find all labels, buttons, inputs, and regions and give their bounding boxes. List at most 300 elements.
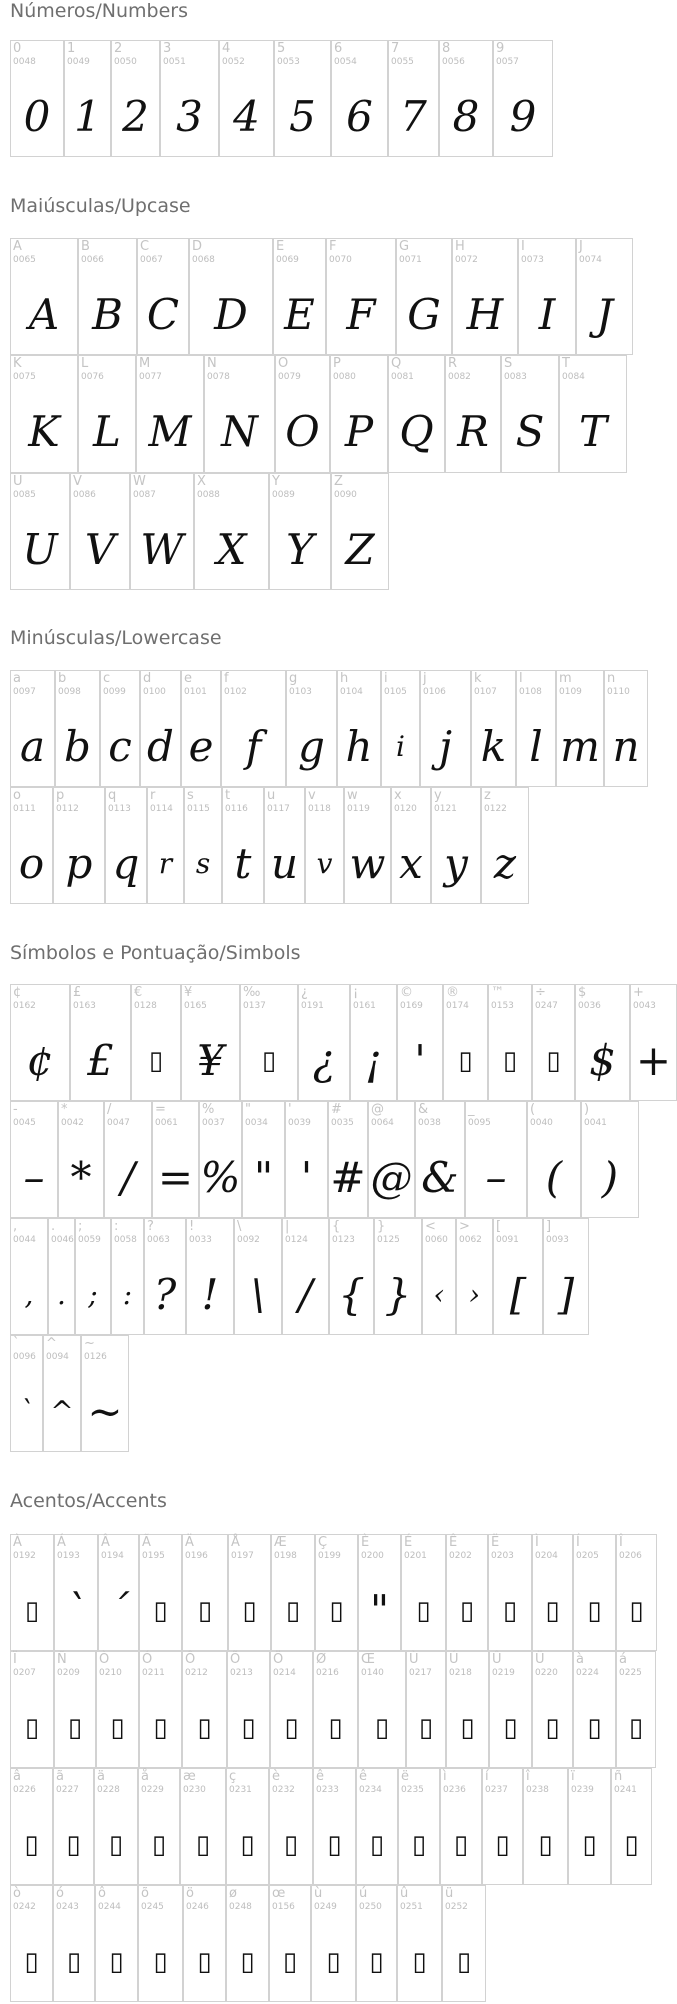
glyph-code-label: 0214 (273, 1668, 296, 1678)
glyph-code-label: 0174 (446, 1001, 469, 1011)
glyph-code-label: 0122 (484, 804, 507, 814)
glyph-code-label: 0195 (142, 1551, 165, 1561)
glyph-char-label: ò (13, 1886, 21, 1901)
glyph-cell (573, 1651, 616, 1768)
glyph-cell (98, 1534, 139, 1651)
glyph-char-label: l (519, 671, 523, 686)
glyph-cell (568, 1768, 611, 1885)
glyph-sample: R (457, 407, 489, 456)
glyph-char-label: A (13, 239, 22, 254)
glyph-cell (391, 787, 431, 904)
glyph-code-label: 0100 (143, 687, 166, 697)
glyph-code-label: 0192 (13, 1551, 36, 1561)
glyph-char-label: e (184, 671, 192, 686)
glyph-cell (182, 1534, 228, 1651)
glyph-cell (532, 1534, 573, 1651)
glyph-char-label: - (13, 1102, 18, 1117)
glyph-sample: \ (250, 1269, 266, 1319)
glyph-code-label: 0243 (56, 1902, 79, 1912)
glyph-cell (183, 1885, 226, 2002)
glyph-sample: $ (589, 1035, 616, 1085)
glyph-char-label: ê (359, 1769, 367, 1784)
glyph-code-label: 0090 (334, 490, 357, 500)
glyph-code-label: 0101 (184, 687, 207, 697)
glyph-char-label: / (107, 1102, 112, 1117)
glyph-sample: ▯ (327, 1829, 342, 1860)
glyph-code-label: 0242 (13, 1902, 36, 1912)
glyph-code-label: 0248 (229, 1902, 252, 1912)
glyph-code-label: 0153 (491, 1001, 514, 1011)
glyph-char-label: ä (97, 1769, 105, 1784)
glyph-char-label: ì (443, 1769, 447, 1784)
glyph-char-label: õ (141, 1886, 149, 1901)
glyph-cell (518, 238, 576, 355)
glyph-sample: 2 (122, 91, 149, 141)
glyph-char-label: U (13, 474, 23, 489)
glyph-code-label: 0250 (359, 1902, 382, 1912)
glyph-char-label: s (187, 788, 194, 803)
glyph-code-label: 0048 (13, 57, 36, 67)
glyph-code-label: 0039 (288, 1118, 311, 1128)
glyph-code-label: 0125 (377, 1235, 400, 1245)
glyph-sample: ▯ (240, 1946, 255, 1977)
glyph-cell (70, 984, 131, 1101)
glyph-char-label: 5 (277, 41, 286, 56)
glyph-cell (152, 1101, 199, 1218)
glyph-char-label: Â (101, 1535, 110, 1550)
glyph-sample: H (466, 289, 504, 339)
glyph-code-label: 0043 (633, 1001, 656, 1011)
glyph-char-label: " (245, 1102, 251, 1117)
glyph-cell (388, 355, 445, 473)
glyph-code-label: 0121 (434, 804, 457, 814)
glyph-cell (330, 355, 388, 473)
glyph-cell (573, 1534, 616, 1651)
glyph-char-label: ‰ (243, 985, 261, 1000)
glyph-sample: W (140, 524, 184, 574)
glyph-sample: ¢ (26, 1035, 54, 1085)
glyph-char-label: ñ (614, 1769, 623, 1784)
glyph-sample: ▯ (282, 1946, 298, 1977)
glyph-char-label: g (289, 671, 298, 686)
glyph-code-label: 0220 (535, 1668, 558, 1678)
glyph-cell (139, 1651, 182, 1768)
glyph-sample: Z (345, 524, 375, 574)
glyph-cell (358, 1651, 406, 1768)
glyph-char-label: Ú (449, 1652, 459, 1667)
glyph-code-label: 0033 (189, 1235, 212, 1245)
glyph-sample: & (421, 1152, 459, 1202)
glyph-cell (55, 670, 100, 787)
glyph-code-label: 0244 (98, 1902, 121, 1912)
glyph-cell (315, 1534, 358, 1651)
glyph-char-label: & (418, 1102, 429, 1117)
glyph-code-label: 0072 (455, 255, 478, 265)
glyph-cell (337, 670, 381, 787)
glyph-code-label: 0162 (13, 1001, 36, 1011)
glyph-cell (75, 1218, 111, 1335)
glyph-code-label: 0228 (97, 1785, 120, 1795)
glyph-sample: ▯ (24, 1712, 40, 1743)
section-title-numbers: Números/Numbers (10, 0, 188, 22)
glyph-code-label: 0052 (222, 57, 245, 67)
glyph-char-label: v (308, 788, 316, 803)
glyph-code-label: 0059 (78, 1235, 101, 1245)
glyph-code-label: 0060 (425, 1235, 448, 1245)
glyph-sample: ( (545, 1152, 563, 1202)
glyph-code-label: 0123 (332, 1235, 355, 1245)
glyph-char-label: û (400, 1886, 409, 1901)
glyph-cell (181, 984, 240, 1101)
glyph-code-label: 0252 (445, 1902, 468, 1912)
glyph-sample: o (18, 838, 45, 888)
glyph-char-label: ÷ (535, 985, 546, 1000)
glyph-code-label: 0109 (559, 687, 582, 697)
glyph-char-label: w (347, 788, 358, 803)
glyph-char-label: Õ (230, 1652, 241, 1667)
glyph-code-label: 0205 (576, 1551, 599, 1561)
glyph-sample: ▯ (24, 1946, 39, 1977)
glyph-sample: x (399, 838, 423, 888)
glyph-char-label: Æ (274, 1535, 287, 1550)
glyph-cell (137, 238, 189, 355)
glyph-code-label: 0251 (400, 1902, 423, 1912)
glyph-code-label: 0087 (133, 490, 156, 500)
glyph-char-label: ] (546, 1219, 552, 1234)
glyph-code-label: 0232 (272, 1785, 295, 1795)
glyph-sample: ▯ (328, 1712, 343, 1743)
glyph-code-label: 0241 (614, 1785, 637, 1795)
glyph-sample: K (28, 407, 60, 456)
glyph-sample: ▯ (67, 1712, 83, 1743)
glyph-sample: › (468, 1277, 481, 1311)
glyph-cell (96, 1651, 139, 1768)
glyph-sample: % (200, 1152, 241, 1202)
glyph-cell (10, 1335, 43, 1452)
glyph-cell (138, 1885, 183, 2002)
glyph-sample: – (485, 1152, 507, 1202)
glyph-cell (10, 1218, 48, 1335)
glyph-sample: f (245, 721, 262, 771)
glyph-char-label: ™ (491, 985, 504, 1000)
glyph-code-label: 0119 (347, 804, 370, 814)
glyph-code-label: 0191 (301, 1001, 324, 1011)
glyph-char-label: ë (401, 1769, 409, 1784)
glyph-char-label: Œ (361, 1652, 375, 1667)
glyph-sample: v (316, 846, 333, 880)
glyph-sample: ´ (108, 1585, 129, 1635)
glyph-cell (271, 1534, 315, 1651)
glyph-sample: [ (509, 1269, 527, 1319)
glyph-code-label: 0099 (103, 687, 126, 697)
glyph-cell (471, 670, 516, 787)
glyph-char-label: 2 (114, 41, 123, 56)
glyph-char-label: J (579, 239, 583, 254)
glyph-cell (10, 984, 70, 1101)
glyph-cell (611, 1768, 652, 1885)
glyph-code-label: 0066 (81, 255, 104, 265)
glyph-cell (139, 1534, 182, 1651)
glyph-sample: ▯ (240, 1829, 255, 1860)
glyph-char-label: z (484, 788, 491, 803)
glyph-cell (446, 1651, 489, 1768)
glyph-cell (616, 1534, 657, 1651)
glyph-sample: ¡ (365, 1035, 382, 1085)
glyph-code-label: 0124 (285, 1235, 308, 1245)
glyph-code-label: 0163 (73, 1001, 96, 1011)
glyph-sample: a (19, 721, 46, 771)
glyph-cell (234, 1218, 282, 1335)
glyph-code-label: 0096 (13, 1352, 36, 1362)
glyph-char-label: @ (371, 1102, 384, 1117)
glyph-cell (445, 355, 501, 473)
glyph-code-label: 0116 (225, 804, 248, 814)
glyph-cell (54, 1651, 96, 1768)
glyph-char-label: x (394, 788, 402, 803)
glyph-code-label: 0206 (619, 1551, 642, 1561)
glyph-char-label: Z (334, 474, 343, 489)
glyph-char-label: Ì (535, 1535, 539, 1550)
glyph-char-label: ` (13, 1336, 20, 1351)
glyph-char-label: G (399, 239, 410, 254)
glyph-cell (10, 787, 53, 904)
glyph-sample: / (120, 1152, 136, 1202)
glyph-sample: ▯ (587, 1595, 602, 1626)
glyph-sample: P (344, 407, 374, 456)
glyph-sample: ▯ (261, 1045, 277, 1076)
glyph-code-label: 0239 (571, 1785, 594, 1795)
glyph-char-label: ø (229, 1886, 237, 1901)
glyph-code-label: 0084 (562, 372, 585, 382)
glyph-sample: . (57, 1277, 66, 1311)
glyph-code-label: 0211 (142, 1668, 165, 1678)
glyph-sample: ▯ (108, 1829, 124, 1860)
glyph-sample: 0 (23, 91, 51, 141)
glyph-cell (374, 1218, 422, 1335)
glyph-code-label: 0103 (289, 687, 312, 697)
glyph-cell (543, 1218, 589, 1335)
glyph-code-label: 0078 (207, 372, 230, 382)
glyph-sample: N (221, 407, 258, 456)
glyph-char-label: Ü (535, 1652, 545, 1667)
glyph-sample: ! (201, 1269, 219, 1319)
glyph-code-label: 0212 (185, 1668, 208, 1678)
glyph-cell (189, 238, 273, 355)
glyph-cell (581, 1101, 639, 1218)
glyph-sample: ▯ (460, 1712, 475, 1743)
glyph-code-label: 0229 (141, 1785, 164, 1795)
glyph-sample: ` (65, 1585, 87, 1635)
glyph-sample: ▯ (545, 1712, 560, 1743)
glyph-char-label: Ó (142, 1652, 153, 1667)
glyph-char-label: ¿ (301, 985, 308, 1000)
glyph-cell (422, 1218, 456, 1335)
glyph-char-label: Î (619, 1535, 623, 1550)
glyph-sample: T (578, 407, 607, 456)
glyph-sample: / (298, 1269, 313, 1319)
glyph-char-label: ã (56, 1769, 64, 1784)
glyph-cell (489, 1651, 532, 1768)
glyph-code-label: 0036 (578, 1001, 601, 1011)
glyph-char-label: : (114, 1219, 119, 1234)
glyph-sample: ) (601, 1152, 619, 1202)
glyph-char-label: , (13, 1219, 18, 1234)
glyph-sample: ▯ (110, 1712, 125, 1743)
glyph-char-label: m (559, 671, 572, 686)
glyph-sample: 4 (233, 91, 260, 141)
glyph-char-label: n (607, 671, 616, 686)
glyph-cell (398, 1768, 440, 1885)
glyph-code-label: 0086 (73, 490, 96, 500)
glyph-code-label: 0113 (108, 804, 131, 814)
glyph-cell (329, 1218, 374, 1335)
glyph-code-label: 0057 (496, 57, 519, 67)
glyph-code-label: 0238 (526, 1785, 549, 1795)
glyph-cell (368, 1101, 415, 1218)
glyph-cell (527, 1101, 581, 1218)
glyph-code-label: 0082 (448, 372, 471, 382)
glyph-cell (269, 1885, 311, 2002)
glyph-char-label: S (504, 356, 513, 371)
glyph-code-label: 0235 (401, 1785, 424, 1795)
glyph-cell (140, 670, 181, 787)
glyph-cell (53, 1885, 95, 2002)
glyph-sample: } (384, 1269, 412, 1319)
glyph-char-label: Í (576, 1535, 580, 1550)
glyph-code-label: 0203 (491, 1551, 514, 1561)
glyph-sample: £ (87, 1035, 114, 1085)
glyph-char-label: ( (530, 1102, 536, 1117)
glyph-char-label: t (225, 788, 231, 803)
glyph-sample: : (122, 1277, 133, 1311)
glyph-sample: ` (19, 1394, 34, 1428)
glyph-sample: z (493, 838, 517, 888)
glyph-sample: 1 (74, 91, 101, 141)
glyph-code-label: 0104 (340, 687, 363, 697)
glyph-code-label: 0067 (140, 255, 163, 265)
glyph-cell (144, 1218, 186, 1335)
glyph-char-label: 8 (442, 41, 451, 56)
glyph-sample: = (157, 1152, 194, 1202)
glyph-code-label: 0053 (277, 57, 300, 67)
glyph-sample: n (612, 721, 640, 771)
glyph-code-label: 0156 (272, 1902, 295, 1912)
glyph-sample: U (22, 524, 58, 574)
glyph-cell (493, 40, 553, 157)
glyph-char-label: * (61, 1102, 68, 1117)
glyph-sample: i (396, 729, 405, 763)
glyph-char-label: Ù (409, 1652, 419, 1667)
glyph-char-label: œ (272, 1886, 286, 1901)
glyph-sample: q (112, 838, 140, 888)
glyph-code-label: 0106 (423, 687, 446, 697)
glyph-code-label: 0219 (492, 1668, 515, 1678)
glyph-sample: ▯ (329, 1595, 344, 1626)
glyph-code-label: 0201 (404, 1551, 427, 1561)
glyph-char-label: 6 (334, 41, 343, 56)
glyph-char-label: N (207, 356, 217, 371)
glyph-sample: 7 (400, 91, 427, 141)
glyph-sample: ▯ (66, 1829, 81, 1860)
glyph-sample: ¿ (312, 1035, 336, 1085)
glyph-sample: Y (286, 524, 314, 574)
glyph-code-label: 0111 (13, 804, 36, 814)
section-title-simbols: Símbolos e Pontuação/Simbols (10, 942, 301, 964)
glyph-char-label: V (73, 474, 82, 489)
glyph-sample: ▯ (241, 1712, 256, 1743)
glyph-char-label: [ (496, 1219, 502, 1234)
glyph-cell (226, 1768, 269, 1885)
glyph-code-label: 0199 (318, 1551, 341, 1561)
glyph-cell (78, 238, 137, 355)
glyph-code-label: 0045 (13, 1118, 36, 1128)
glyph-code-label: 0245 (141, 1902, 164, 1912)
glyph-char-label: 9 (496, 41, 505, 56)
glyph-cell (54, 1534, 98, 1651)
glyph-sample: ¥ (197, 1035, 224, 1085)
glyph-cell (452, 238, 518, 355)
glyph-char-label: í (485, 1769, 489, 1784)
glyph-cell (616, 1651, 656, 1768)
glyph-char-label: u (267, 788, 276, 803)
glyph-code-label: 0218 (449, 1668, 472, 1678)
glyph-char-label: ; (78, 1219, 83, 1234)
glyph-code-label: 0117 (267, 804, 290, 814)
glyph-cell (111, 40, 160, 157)
glyph-cell (10, 1768, 53, 1885)
glyph-char-label: L (81, 356, 89, 371)
glyph-char-label: q (108, 788, 117, 803)
glyph-cell (286, 670, 337, 787)
glyph-sample: * (70, 1152, 92, 1202)
glyph-cell (184, 787, 222, 904)
glyph-cell (576, 238, 633, 355)
glyph-sample: @ (370, 1152, 413, 1202)
glyph-cell (181, 670, 221, 787)
glyph-code-label: 0210 (99, 1668, 122, 1678)
glyph-sample: ? (153, 1269, 177, 1319)
glyph-code-label: 0049 (67, 57, 90, 67)
glyph-cell (350, 984, 397, 1101)
glyph-char-label: 4 (222, 41, 231, 56)
glyph-sample: ▯ (153, 1595, 168, 1626)
glyph-code-label: 0249 (314, 1902, 337, 1912)
glyph-cell (48, 1218, 75, 1335)
glyph-char-label: P (333, 356, 341, 371)
glyph-code-label: 0071 (399, 255, 422, 265)
glyph-char-label: a (13, 671, 21, 686)
glyph-sample: ▯ (538, 1829, 553, 1860)
glyph-code-label: 0093 (546, 1235, 569, 1245)
glyph-sample: ▯ (151, 1829, 167, 1860)
glyph-char-label: ù (314, 1886, 323, 1901)
glyph-char-label: È (361, 1535, 370, 1550)
glyph-char-label: ! (189, 1219, 195, 1234)
glyph-code-label: 0094 (46, 1352, 69, 1362)
glyph-cell (523, 1768, 568, 1885)
glyph-cell (313, 1651, 358, 1768)
glyph-code-label: 0064 (371, 1118, 394, 1128)
glyph-cell (240, 984, 298, 1101)
glyph-sample: ▯ (326, 1946, 341, 1977)
glyph-cell (381, 670, 420, 787)
glyph-code-label: 0098 (58, 687, 81, 697)
glyph-cell (274, 40, 331, 157)
glyph-code-label: 0137 (243, 1001, 266, 1011)
glyph-sample: ▯ (582, 1829, 597, 1860)
glyph-char-label: K (13, 356, 22, 371)
glyph-char-label: Ç (318, 1535, 328, 1550)
